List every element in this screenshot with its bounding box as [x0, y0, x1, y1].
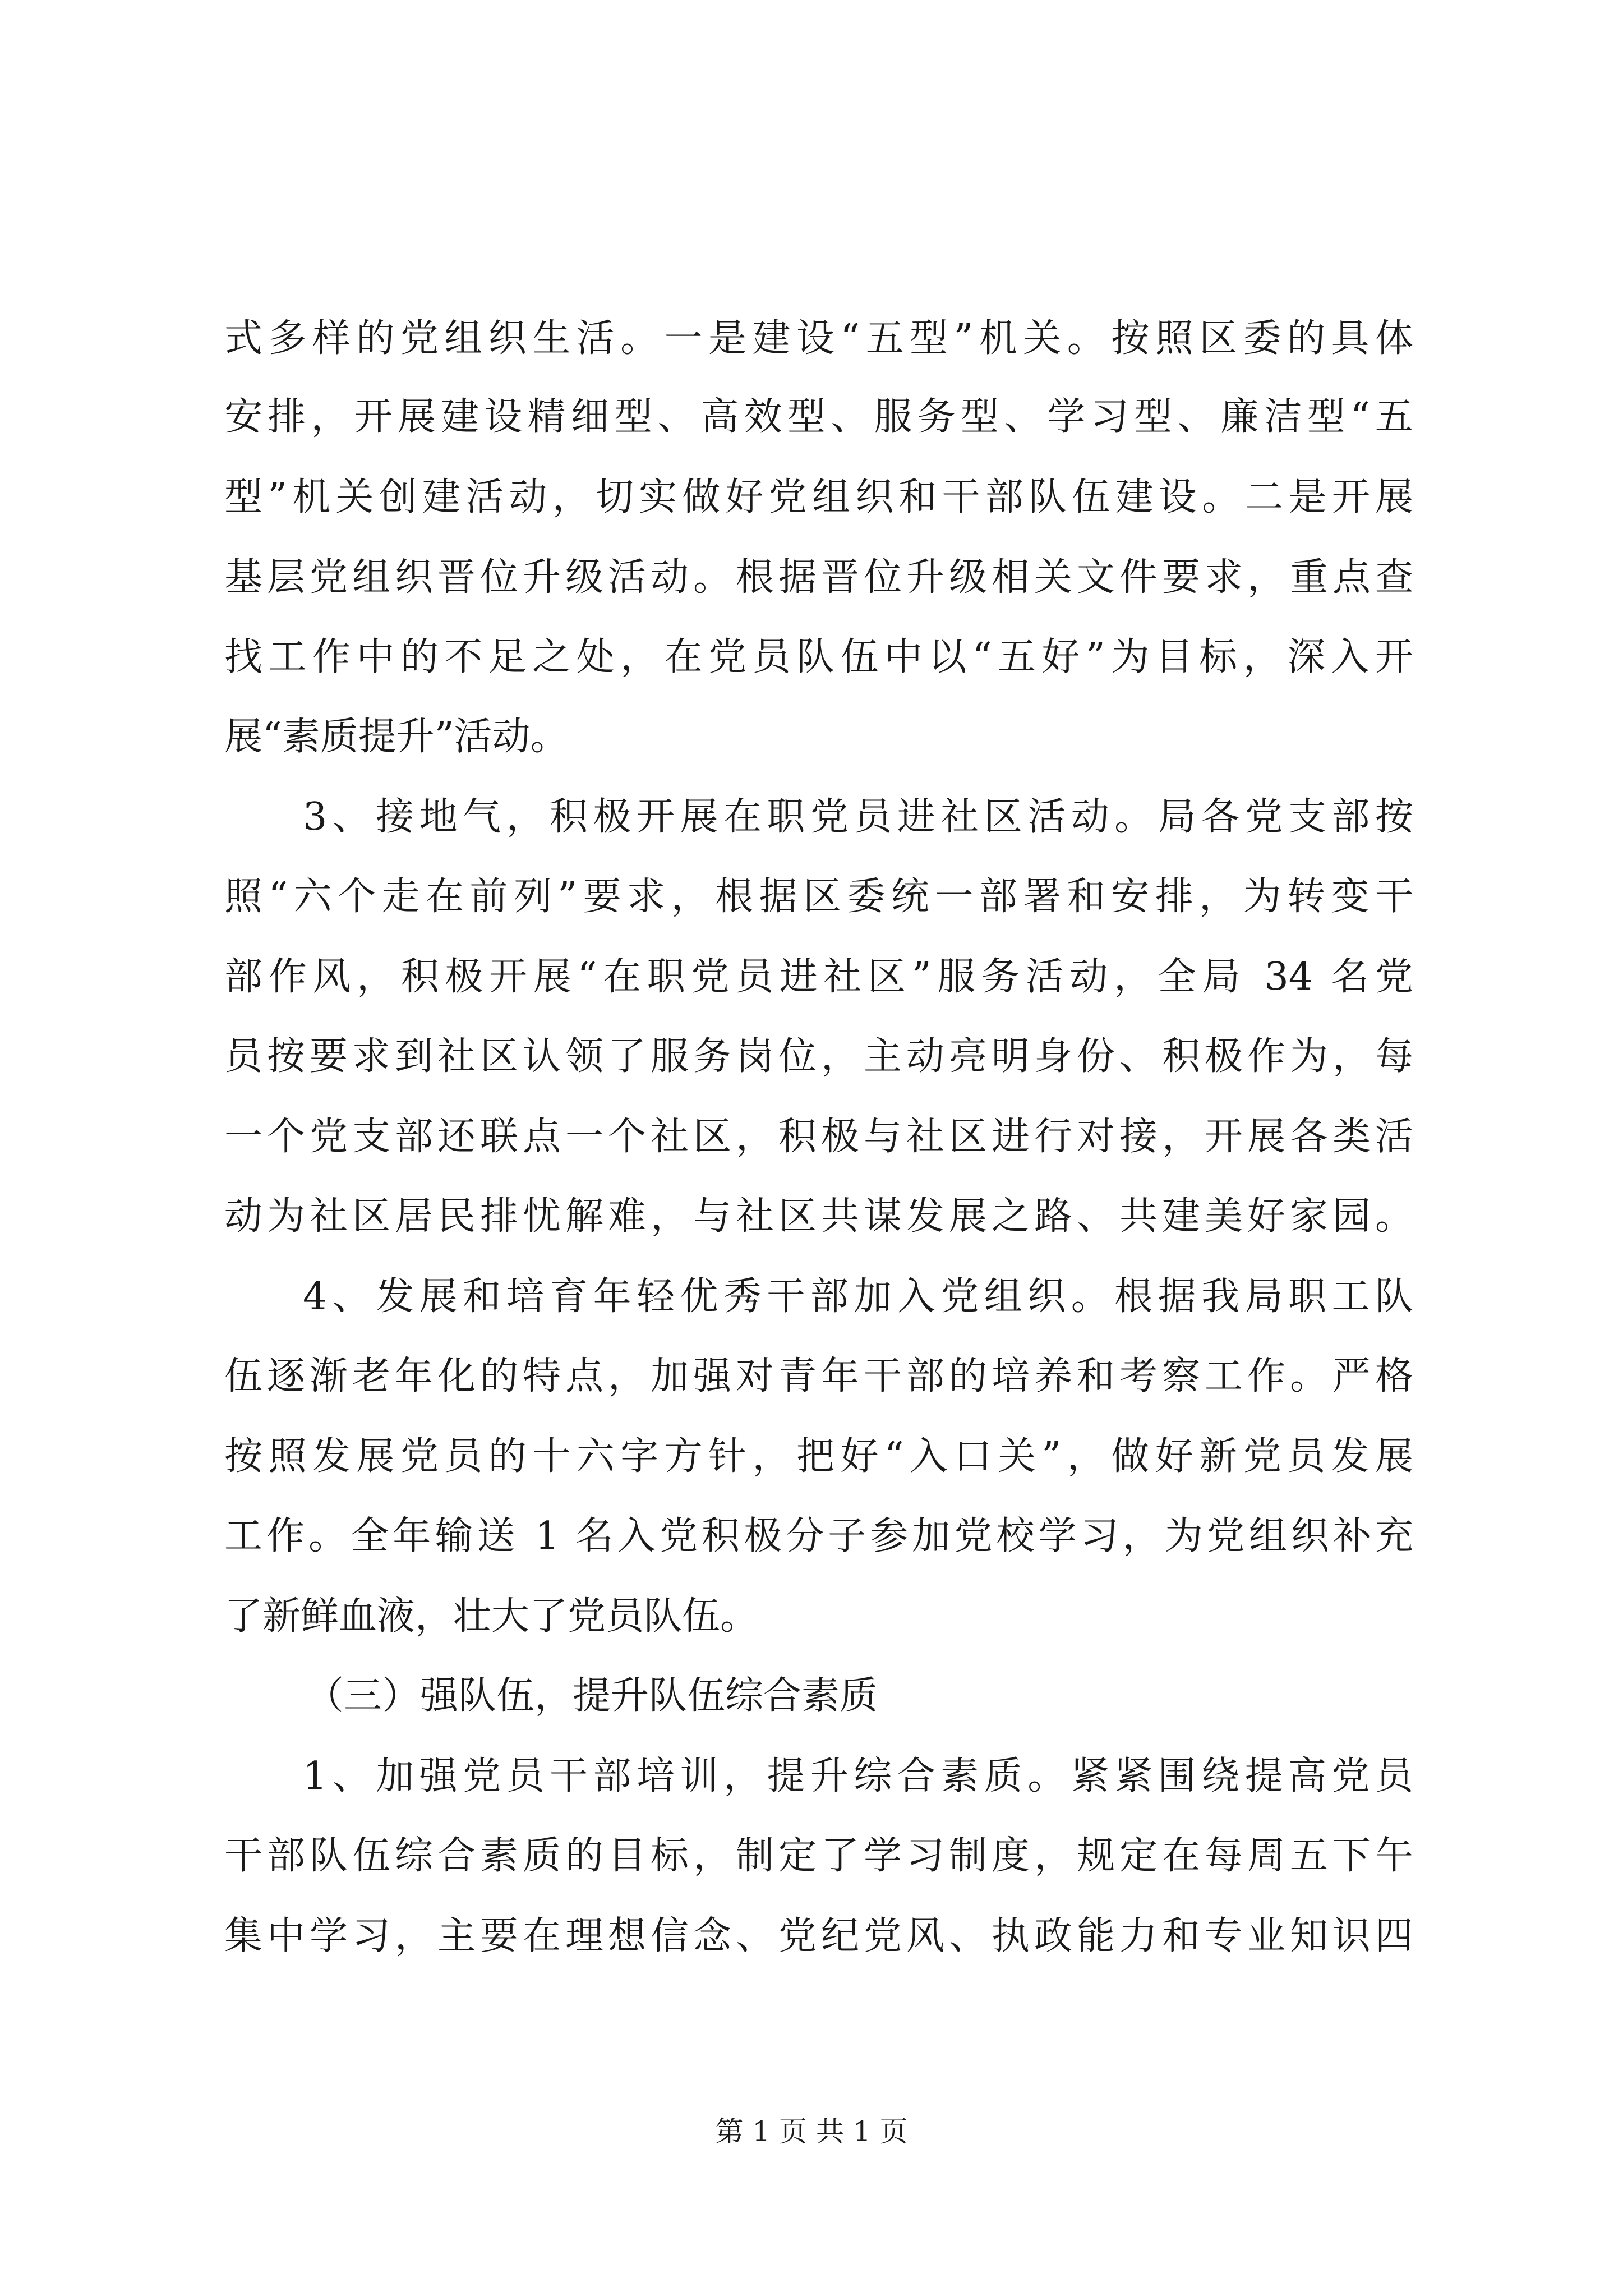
- text-line: 员按要求到社区认领了服务岗位，主动亮明身份、积极作为，每: [224, 1034, 1413, 1079]
- text-line: 动为社区居民排忧解难，与社区共谋发展之路、共建美好家园。: [224, 1194, 1413, 1239]
- text-line: 4、发展和培育年轻优秀干部加入党组织。根据我局职工队: [303, 1274, 1413, 1319]
- text-line: 1、加强党员干部培训，提升综合素质。紧紧围绕提高党员: [303, 1754, 1413, 1798]
- text-line: 工作。全年输送 1 名入党积极分子参加党校学习，为党组织补充: [224, 1514, 1413, 1558]
- text-line: 型”机关创建活动，切实做好党组织和干部队伍建设。二是开展: [224, 475, 1413, 519]
- text-line: 伍逐渐老年化的特点，加强对青年干部的培养和考察工作。严格: [224, 1354, 1413, 1398]
- text-line: 找工作中的不足之处，在党员队伍中以“五好”为目标，深入开: [224, 635, 1413, 679]
- text-line: 安排，开展建设精细型、高效型、服务型、学习型、廉洁型“五: [224, 395, 1413, 439]
- text-line: 集中学习，主要在理想信念、党纪党风、执政能力和专业知识四: [224, 1914, 1413, 1958]
- text-line: 基层党组织晋位升级活动。根据晋位升级相关文件要求，重点查: [224, 555, 1413, 600]
- text-line: 照“六个走在前列”要求，根据区委统一部署和安排，为转变干: [224, 875, 1413, 919]
- section-heading: （三）强队伍，提升队伍综合素质: [306, 1674, 878, 1718]
- text-line: 按照发展党员的十六字方针，把好“入口关”，做好新党员发展: [224, 1434, 1413, 1479]
- text-line: 干部队伍综合素质的目标，制定了学习制度，规定在每周五下午: [224, 1834, 1413, 1878]
- text-line: 式多样的党组织生活。一是建设“五型”机关。按照区委的具体: [224, 316, 1413, 361]
- text-line: 了新鲜血液，壮大了党员队伍。: [224, 1594, 759, 1639]
- page-number-footer: 第 1 页 共 1 页: [715, 2115, 908, 2148]
- text-line: 3、接地气，积极开展在职党员进社区活动。局各党支部按: [303, 795, 1413, 839]
- text-line: 展“素质提升”活动。: [224, 715, 569, 759]
- text-line: 一个党支部还联点一个社区，积极与社区进行对接，开展各类活: [224, 1115, 1413, 1159]
- text-line: 部作风，积极开展“在职党员进社区”服务活动，全局 34 名党: [224, 955, 1413, 999]
